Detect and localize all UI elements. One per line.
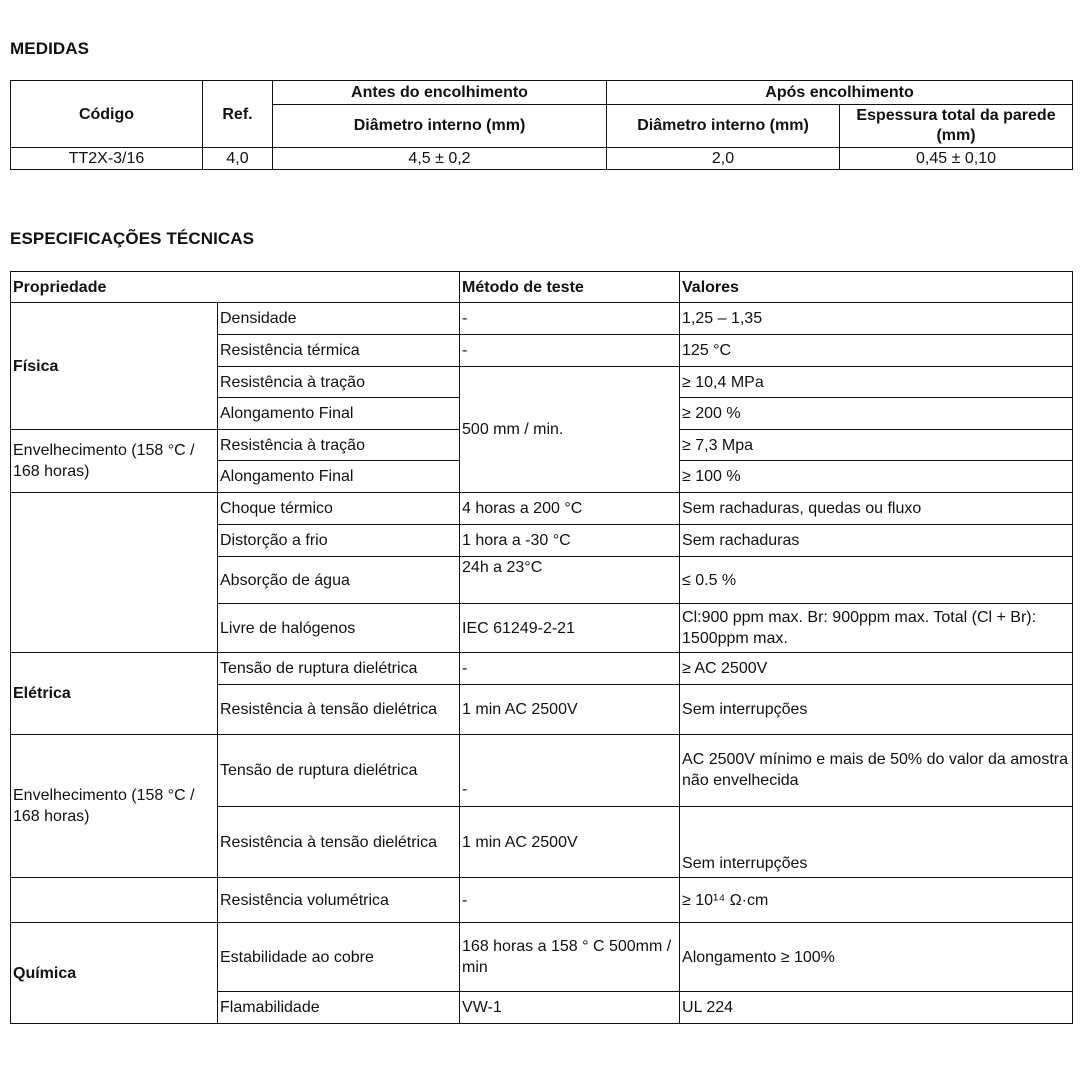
cell-metodo-merged: 500 mm / min.	[460, 367, 680, 493]
cell-prop: Estabilidade ao cobre	[218, 923, 460, 992]
group-quimica: Química	[11, 923, 218, 1024]
header-ref: Ref.	[203, 81, 273, 148]
header-antes: Antes do encolhimento	[273, 81, 607, 105]
header-valores: Valores	[680, 272, 1073, 303]
cell-prop: Resistência térmica	[218, 335, 460, 367]
cell-metodo: 24h a 23°C	[460, 557, 680, 604]
cell-prop: Alongamento Final	[218, 398, 460, 430]
cell-metodo: -	[460, 878, 680, 923]
table-row	[11, 653, 1073, 685]
cell-prop: Resistência à tração	[218, 430, 460, 461]
cell-valor: ≥ 100 %	[680, 461, 1073, 493]
table-row	[11, 735, 1073, 807]
cell-prop: Distorção a frio	[218, 525, 460, 557]
cell-prop: Absorção de água	[218, 557, 460, 604]
group-envelhecimento-1: Envelhecimento (158 °C / 168 horas)	[11, 430, 218, 493]
cell-valor: Cl:900 ppm max. Br: 900ppm max. Total (Cl + Br): 1500ppm max.	[680, 604, 1073, 653]
cell-prop: Tensão de ruptura dielétrica	[218, 735, 460, 807]
table-row	[11, 303, 1073, 335]
cell-metodo: -	[460, 735, 680, 807]
header-apos-espessura: Espessura total da parede (mm)	[840, 105, 1073, 148]
header-metodo: Método de teste	[460, 272, 680, 303]
cell-valor: ≥ 10,4 MPa	[680, 367, 1073, 398]
measures-table	[10, 80, 1073, 170]
table-row	[11, 923, 1073, 992]
cell-apos-diametro: 2,0	[607, 148, 840, 170]
cell-metodo: -	[460, 653, 680, 685]
cell-valor: ≥ 200 %	[680, 398, 1073, 430]
cell-prop: Resistência à tração	[218, 367, 460, 398]
cell-valor: Sem rachaduras, quedas ou fluxo	[680, 493, 1073, 525]
cell-metodo: 168 horas a 158 ° C 500mm / min	[460, 923, 680, 992]
header-antes-diametro: Diâmetro interno (mm)	[273, 105, 607, 148]
group-envelhecimento-2: Envelhecimento (158 °C / 168 horas)	[11, 735, 218, 878]
cell-prop: Resistência volumétrica	[218, 878, 460, 923]
header-apos-diametro: Diâmetro interno (mm)	[607, 105, 840, 148]
cell-valor: AC 2500V mínimo e mais de 50% do valor da amostra não envelhecida	[680, 735, 1073, 807]
cell-valor: ≥ 7,3 Mpa	[680, 430, 1073, 461]
cell-apos-espessura: 0,45 ± 0,10	[840, 148, 1073, 170]
cell-prop: Alongamento Final	[218, 461, 460, 493]
cell-valor: 125 °C	[680, 335, 1073, 367]
group-empty	[11, 878, 218, 923]
cell-prop: Resistência à tensão dielétrica	[218, 807, 460, 878]
table-row	[11, 493, 1073, 525]
header-apos: Após encolhimento	[607, 81, 1073, 105]
cell-metodo: 1 hora a -30 °C	[460, 525, 680, 557]
cell-valor: Sem rachaduras	[680, 525, 1073, 557]
group-eletrica: Elétrica	[11, 653, 218, 735]
table-row	[11, 148, 1073, 170]
cell-valor: UL 224	[680, 992, 1073, 1024]
header-codigo: Código	[11, 81, 203, 148]
cell-prop: Choque térmico	[218, 493, 460, 525]
cell-metodo: 1 min AC 2500V	[460, 685, 680, 735]
group-fisica: Física	[11, 303, 218, 430]
cell-valor: ≤ 0.5 %	[680, 557, 1073, 604]
cell-prop: Livre de halógenos	[218, 604, 460, 653]
cell-valor: Alongamento ≥ 100%	[680, 923, 1073, 992]
medidas-title: MEDIDAS	[10, 39, 90, 58]
specs-table	[10, 271, 1073, 1024]
group-empty	[11, 493, 218, 653]
cell-metodo: 4 horas a 200 °C	[460, 493, 680, 525]
cell-prop: Flamabilidade	[218, 992, 460, 1024]
cell-valor: ≥ 10¹⁴ Ω·cm	[680, 878, 1073, 923]
cell-prop: Tensão de ruptura dielétrica	[218, 653, 460, 685]
cell-metodo: 1 min AC 2500V	[460, 807, 680, 878]
cell-metodo: IEC 61249-2-21	[460, 604, 680, 653]
cell-metodo: VW-1	[460, 992, 680, 1024]
cell-prop: Densidade	[218, 303, 460, 335]
cell-metodo: -	[460, 335, 680, 367]
cell-metodo: -	[460, 303, 680, 335]
specs-title: ESPECIFICAÇÕES TÉCNICAS	[10, 229, 255, 248]
header-propriedade: Propriedade	[11, 272, 460, 303]
cell-codigo: TT2X-3/16	[11, 148, 203, 170]
cell-valor: Sem interrupções	[680, 685, 1073, 735]
cell-valor: ≥ AC 2500V	[680, 653, 1073, 685]
table-row	[11, 878, 1073, 923]
cell-valor: Sem interrupções	[680, 807, 1073, 878]
cell-valor: 1,25 – 1,35	[680, 303, 1073, 335]
cell-prop: Resistência à tensão dielétrica	[218, 685, 460, 735]
cell-ref: 4,0	[203, 148, 273, 170]
cell-antes-diametro: 4,5 ± 0,2	[273, 148, 607, 170]
